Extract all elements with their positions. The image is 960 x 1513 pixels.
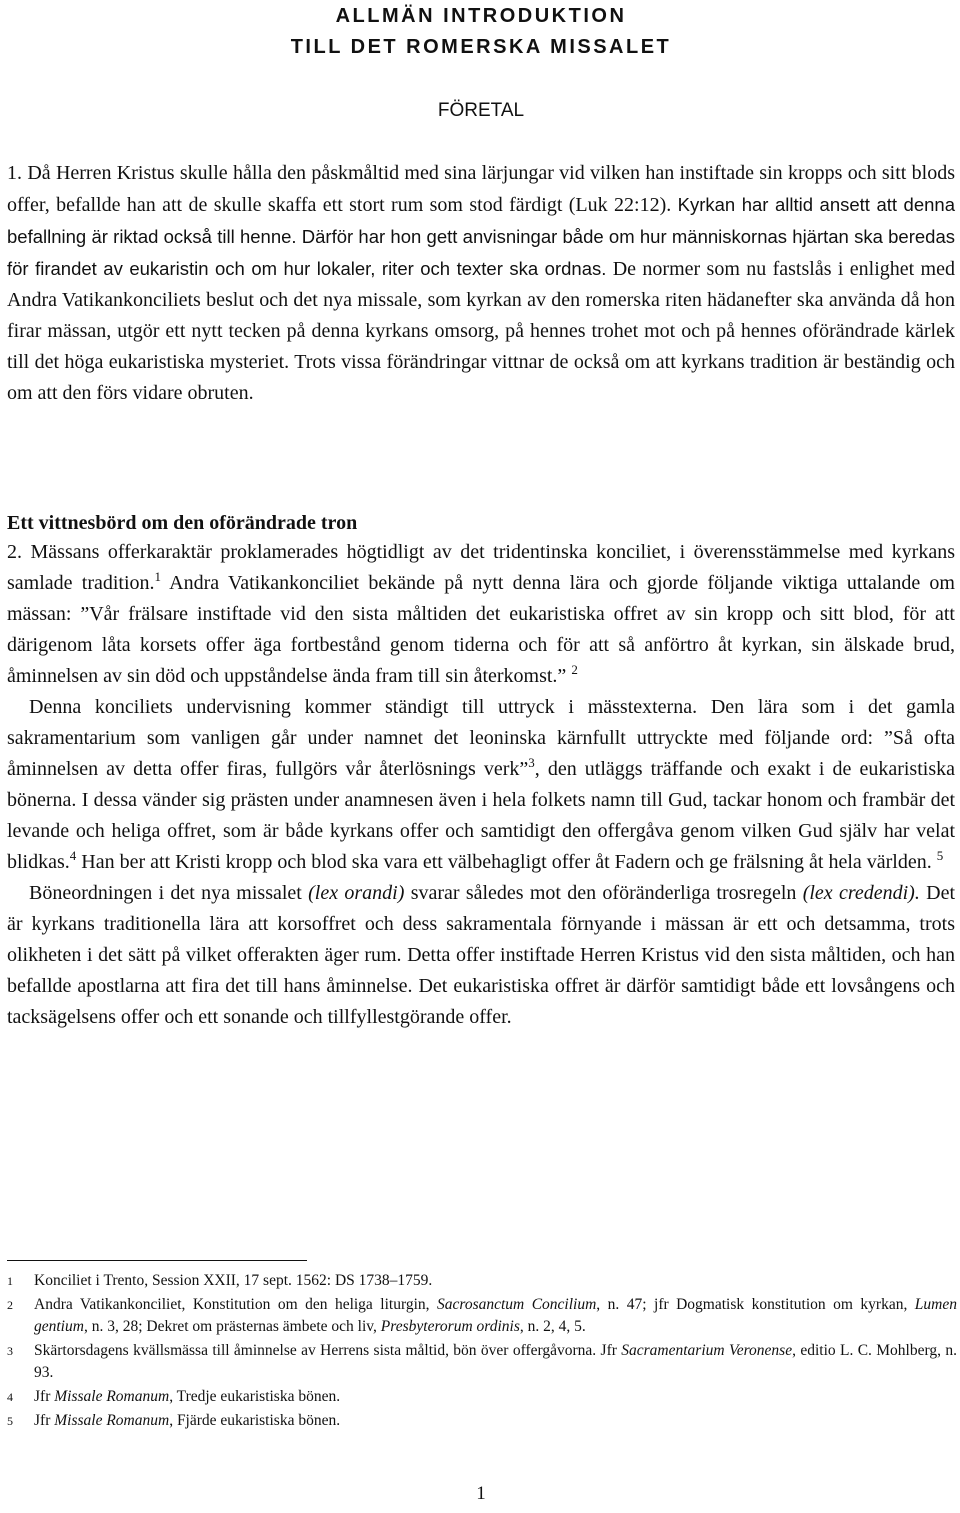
paragraph-4 — [7, 878, 955, 1033]
paragraph-2 — [7, 537, 955, 692]
footnote-italic: Sacramentarium Veronense — [621, 1342, 793, 1359]
footnote-ref-1[interactable]: 1 — [154, 569, 162, 584]
footnote-ref-5[interactable]: 5 — [936, 848, 944, 863]
footnote-text: Jfr — [34, 1412, 55, 1429]
paragraph-1-text-a: 1. Då Herren Kristus skulle hålla den påskmåltid med sina lärjungar vid vilken han instiftade sin kropps och sitt blods offer, befallde han att de skulle skaffa ett stort rum som stod färdigt (Luk 22:12). — [7, 162, 955, 216]
footnote-number: 3 — [7, 1344, 13, 1358]
footnote-text: Jfr — [34, 1388, 55, 1405]
section-heading-foretal: FÖRETAL — [437, 100, 525, 121]
footnote-italic: Sacrosanctum Concilium — [437, 1296, 597, 1313]
footnote-italic: Lumen gentium — [34, 1296, 957, 1335]
footnote-number: 4 — [7, 1390, 13, 1404]
paragraph-3-text-b: , den utläggs träffande och exakt i de eukaristiska bönerna. I dessa vänder sig prästen under anamnesen även i hela folkets namn till Gud, tackar honom och frambär det levande och heliga offret, som är både kyrkans offer och samtidigt den offergåva genom vilken Gud själv har velat blidkas. — [7, 758, 955, 873]
footnote-ref-4[interactable]: 4 — [69, 848, 77, 863]
footnote-number: 1 — [7, 1274, 13, 1288]
document-page — [7, 0, 955, 1513]
paragraph-2-text-a: 2. Mässans offerkaraktär proklamerades högtidligt av det tridentinska konciliet, i överensstämmelse med kyrkans samlade tradition. — [7, 541, 955, 594]
paragraph-1 — [7, 158, 955, 409]
footnote-text: Andra Vatikankonciliet, Konstitution om den heliga liturgin, — [34, 1296, 437, 1313]
footnote-text: , n. 3, 28; Dekret om prästernas ämbete och liv, — [83, 1318, 381, 1335]
footnote-3 — [7, 1340, 957, 1384]
page-number: 1 — [476, 1483, 486, 1504]
footnote-number: 5 — [7, 1414, 13, 1428]
paragraph-3-text-c: Han ber att Kristi kropp och blod ska vara ett välbehagligt offer åt Fadern och ge frälsning åt hela världen. — [76, 851, 932, 873]
footnote-4 — [7, 1386, 957, 1408]
paragraph-4-text-a: Böneordningen i det nya missalet — [29, 882, 309, 904]
paragraph-2-text-b: Andra Vatikankonciliet bekände på nytt denna lära och gjorde följande viktiga uttalande om mässan: ”Vår frälsare instiftade vid den sista måltiden det eukaristiska offret av sin kropp och sitt blod, för att därigenom låta korsets offer äga fortbestånd genom tiderna och för att så anförtro åt kyrkan, sin älskade brud, åminnelsen av sin död och uppståndelse ända fram till sin återkomst.” — [7, 572, 955, 687]
footnote-divider — [7, 1260, 307, 1261]
paragraph-3-text-a: Denna konciliets undervisning kommer ständigt till uttryck i mässtexterna. Den lära som i det gamla sakramentarium som vanligen går under namnet det leoninska kärnfullt uttryckte med följande ord: ”Så ofta åminnelsen av detta offer firas, fullgörs vår återlösnings verk” — [7, 696, 955, 780]
footnote-text: , Tredje eukaristiska bönen. — [169, 1388, 341, 1405]
section-heading: Ett vittnesbörd om den oförändrade tron — [7, 512, 358, 534]
paragraph-4-italic-lex-orandi: (lex orandi) — [308, 882, 405, 904]
footnote-text: Konciliet i Trento, Session XXII, 17 sept. 1562: DS 1738–1759. — [34, 1272, 433, 1289]
paragraph-1-text-b: Kyrkan har alltid ansett att denna befallning är riktad också till henne. Därför har hon gett anvisningar både om hur människornas hjärtan ska beredas för firandet av eukaristin och om hur lokaler, riter och texter ska ordnas. — [7, 194, 955, 279]
paragraph-4-italic-lex-credendi: (lex credendi). — [802, 882, 920, 904]
footnote-italic: Missale Romanum — [54, 1388, 170, 1405]
footnote-ref-3[interactable]: 3 — [528, 755, 535, 770]
footnote-2 — [7, 1294, 957, 1338]
footnote-text: , n. 2, 4, 5. — [519, 1318, 586, 1335]
footnote-italic: Presbyterorum ordinis — [380, 1318, 520, 1335]
footnote-1 — [7, 1270, 957, 1292]
footnote-text: , editio L. C. Mohlberg, n. 93. — [34, 1342, 957, 1381]
paragraph-1-text-c: De normer som nu fastslås i enlighet med Andra Vatikankonciliets beslut och det nya missale, som kyrkan av den romerska riten hädanefter ska använda då hon firar mässan, utgör ett nytt tecken på denna kyrkans omsorg, på hennes trohet mot och på hennes oförändrade kärlek till det höga eukaristiska mysteriet. Trots vissa förändringar vittnar de också om att kyrkans tradition är beständig och om att den förs vidare obruten. — [7, 258, 955, 404]
footnote-text: Skärtorsdagens kvällsmässa till åminnelse av Herrens sista måltid, bön över offergåvorna. Jfr — [34, 1342, 622, 1359]
document-title-line-2: TILL DET ROMERSKA MISSALET — [290, 36, 672, 58]
footnote-text: , n. 47; jfr Dogmatisk konstitution om kyrkan, — [596, 1296, 915, 1313]
footnote-text: , Fjärde eukaristiska bönen. — [169, 1412, 341, 1429]
paragraph-3 — [7, 692, 955, 878]
document-title-line-1: ALLMÄN INTRODUKTION — [335, 5, 627, 27]
paragraph-4-text-c: Det är kyrkans traditionella lära att korsoffret och dess sakramentala förnyande i mässan är ett och detsamma, trots olikheten i det sätt på vilket offerakten äger rum. Detta offer instiftade Herren Kristus vid den sista måltiden, och han befallde apostlarna att fira det till hans åminnelse. Det eukaristiska offret är därför samtidigt både ett lovsångens och tacksägelsens offer och ett sonande och tillfyllestgörande offer. — [7, 882, 956, 1028]
footnote-number: 2 — [7, 1298, 13, 1312]
footnote-italic: Missale Romanum — [54, 1412, 170, 1429]
footnotes — [7, 1270, 957, 1434]
footnote-ref-2[interactable]: 2 — [571, 662, 578, 677]
body-text — [7, 537, 955, 1033]
footnote-5 — [7, 1410, 957, 1432]
paragraph-4-text-b: svarar således mot den oföränderliga trosregeln — [404, 882, 803, 904]
